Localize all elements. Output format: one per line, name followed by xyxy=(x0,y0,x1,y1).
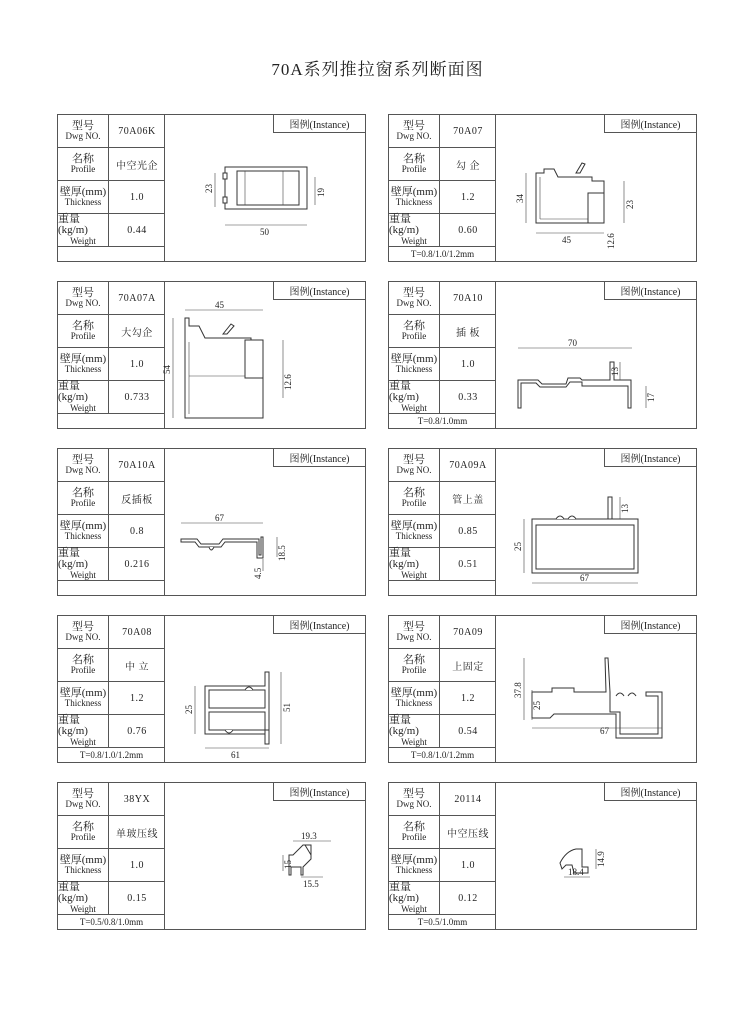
profile-label: 名称 Profile xyxy=(389,148,440,180)
dwg-label: 型号 Dwg NO. xyxy=(389,616,440,648)
weight-value: 0.60 xyxy=(458,224,478,236)
thickness-label: 壁厚(mm) Thickness xyxy=(58,515,109,547)
profile-value: 插 板 xyxy=(456,327,480,339)
profile-card-70A08 xyxy=(57,615,366,763)
spec-table xyxy=(58,115,165,261)
thickness-value: 0.8 xyxy=(130,525,144,537)
note-row xyxy=(58,247,165,261)
dwg-label: 型号 Dwg NO. xyxy=(58,616,109,648)
thickness-label: 壁厚(mm) Thickness xyxy=(389,682,440,714)
dim-label: 19.3 xyxy=(301,831,317,841)
thickness-value: 1.0 xyxy=(461,859,475,871)
dwg-label: 型号 Dwg NO. xyxy=(389,449,440,481)
profile-card-38YX xyxy=(57,782,366,930)
weight-value: 0.76 xyxy=(127,725,147,737)
profile-label: 名称 Profile xyxy=(389,649,440,681)
profile-label: 名称 Profile xyxy=(389,482,440,514)
profile-value: 中空压线 xyxy=(447,828,489,840)
profile-label: 名称 Profile xyxy=(389,816,440,848)
thickness-value: 1.2 xyxy=(461,191,475,203)
weight-label: 重量(kg/m) Weight xyxy=(58,381,109,413)
legend-label: 图例(Instance) xyxy=(273,449,365,467)
thickness-row xyxy=(389,682,496,715)
dim-label: 18.4 xyxy=(568,867,584,877)
profile-drawing xyxy=(165,467,365,595)
weight-row xyxy=(389,381,496,414)
note-row xyxy=(389,247,496,261)
weight-label: 重量(kg/m) Weight xyxy=(58,214,109,246)
dwg-row xyxy=(58,282,165,315)
weight-label: 重量(kg/m) Weight xyxy=(58,715,109,747)
thickness-note xyxy=(58,414,165,428)
thickness-label: 壁厚(mm) Thickness xyxy=(58,181,109,213)
thickness-note: T=0.5/1.0mm xyxy=(417,917,468,927)
dwg-label: 型号 Dwg NO. xyxy=(58,449,109,481)
profile-drawing xyxy=(165,634,365,762)
spec-table xyxy=(389,282,496,428)
spec-table xyxy=(58,783,165,929)
thickness-label: 壁厚(mm) Thickness xyxy=(389,181,440,213)
weight-value: 0.44 xyxy=(127,224,147,236)
note-row xyxy=(58,748,165,762)
profile-drawing xyxy=(496,634,696,762)
thickness-label: 壁厚(mm) Thickness xyxy=(58,348,109,380)
weight-label: 重量(kg/m) Weight xyxy=(389,548,440,580)
dwg-row xyxy=(58,449,165,482)
legend-label: 图例(Instance) xyxy=(604,783,696,801)
page-title: 70A系列推拉窗系列断面图 xyxy=(271,60,484,79)
dwg-label: 型号 Dwg NO. xyxy=(58,783,109,815)
cross-section-shape xyxy=(181,537,263,558)
profile-card-70A07A xyxy=(57,281,366,429)
thickness-row xyxy=(389,348,496,381)
dwg-label: 型号 Dwg NO. xyxy=(389,783,440,815)
weight-value: 0.54 xyxy=(458,725,478,737)
dim-label: 19 xyxy=(316,188,326,197)
dim-label: 17 xyxy=(646,393,656,402)
spec-table xyxy=(389,449,496,595)
profile-label: 名称 Profile xyxy=(58,482,109,514)
profile-drawing xyxy=(496,801,696,929)
weight-label: 重量(kg/m) Weight xyxy=(389,882,440,914)
dim-label: 14.9 xyxy=(596,851,606,867)
profile-row xyxy=(389,816,496,849)
note-row xyxy=(58,915,165,929)
profile-card-20114 xyxy=(388,782,697,930)
profile-card-70A09 xyxy=(388,615,697,763)
note-row xyxy=(389,581,496,595)
cross-section-shape xyxy=(289,845,311,875)
dim-label: 70 xyxy=(568,338,577,348)
thickness-row xyxy=(58,181,165,214)
dim-label: 45 xyxy=(215,300,224,310)
weight-value: 0.51 xyxy=(458,558,478,570)
spec-table xyxy=(58,449,165,595)
dwg-row xyxy=(389,115,496,148)
dim-label: 18.5 xyxy=(277,545,287,561)
dim-label: 12.6 xyxy=(283,374,293,390)
dwg-value: 70A07A xyxy=(118,292,156,304)
spec-table xyxy=(58,616,165,762)
dwg-row xyxy=(58,616,165,649)
weight-row xyxy=(58,715,165,748)
weight-row xyxy=(389,548,496,581)
profile-value: 管上盖 xyxy=(452,494,484,506)
weight-row xyxy=(58,882,165,915)
dwg-label: 型号 Dwg NO. xyxy=(389,115,440,147)
dwg-value: 70A08 xyxy=(122,626,152,638)
thickness-value: 1.0 xyxy=(130,859,144,871)
weight-row xyxy=(58,548,165,581)
dim-label: 50 xyxy=(260,227,269,237)
weight-value: 0.733 xyxy=(124,391,150,403)
dwg-row xyxy=(389,783,496,816)
weight-value: 0.12 xyxy=(458,892,478,904)
weight-label: 重量(kg/m) Weight xyxy=(58,882,109,914)
profile-drawing xyxy=(496,300,696,428)
dim-label: 34 xyxy=(515,194,525,203)
thickness-note xyxy=(58,581,165,595)
profile-card-70A06K xyxy=(57,114,366,262)
profile-row xyxy=(58,816,165,849)
legend-label: 图例(Instance) xyxy=(604,282,696,300)
dim-label: 4.5 xyxy=(253,567,263,579)
note-row xyxy=(389,915,496,929)
dwg-value: 70A09 xyxy=(453,626,483,638)
thickness-value: 1.0 xyxy=(130,191,144,203)
dim-label: 15 xyxy=(283,860,293,869)
thickness-row xyxy=(389,849,496,882)
thickness-value: 0.85 xyxy=(458,525,478,537)
dim-label: 13 xyxy=(610,367,620,376)
thickness-row xyxy=(389,515,496,548)
legend-label: 图例(Instance) xyxy=(273,616,365,634)
thickness-row xyxy=(58,849,165,882)
thickness-row xyxy=(58,515,165,548)
profile-value: 勾 企 xyxy=(456,160,480,172)
weight-label: 重量(kg/m) Weight xyxy=(58,548,109,580)
legend-label: 图例(Instance) xyxy=(273,282,365,300)
weight-row xyxy=(58,381,165,414)
profile-value: 中 立 xyxy=(125,661,149,673)
weight-label: 重量(kg/m) Weight xyxy=(389,715,440,747)
profile-row xyxy=(389,148,496,181)
dim-label: 23 xyxy=(625,200,635,209)
dwg-value: 70A06K xyxy=(118,125,156,137)
profile-drawing xyxy=(165,133,365,261)
thickness-label: 壁厚(mm) Thickness xyxy=(389,849,440,881)
dwg-value: 70A09A xyxy=(449,459,487,471)
thickness-value: 1.2 xyxy=(130,692,144,704)
spec-table xyxy=(389,783,496,929)
thickness-row xyxy=(389,181,496,214)
profile-value: 大勾企 xyxy=(121,327,153,339)
profile-drawing xyxy=(496,133,696,261)
legend-label: 图例(Instance) xyxy=(273,115,365,133)
weight-value: 0.216 xyxy=(124,558,150,570)
weight-value: 0.15 xyxy=(127,892,147,904)
dim-label: 67 xyxy=(600,726,609,736)
profile-row xyxy=(389,649,496,682)
cross-section-shape xyxy=(223,167,307,209)
note-row xyxy=(389,414,496,428)
profile-card-70A07 xyxy=(388,114,697,262)
weight-value: 0.33 xyxy=(458,391,478,403)
weight-row xyxy=(389,214,496,247)
cross-section-shape xyxy=(185,318,263,418)
thickness-row xyxy=(58,682,165,715)
thickness-label: 壁厚(mm) Thickness xyxy=(389,515,440,547)
dim-label: 67 xyxy=(580,573,589,583)
legend-label: 图例(Instance) xyxy=(604,449,696,467)
spec-table xyxy=(389,115,496,261)
legend-label: 图例(Instance) xyxy=(604,115,696,133)
dim-label: 51 xyxy=(282,703,292,712)
thickness-note: T=0.8/1.0mm xyxy=(417,416,468,426)
dwg-label: 型号 Dwg NO. xyxy=(389,282,440,314)
thickness-note: T=0.8/1.0/1.2mm xyxy=(410,249,475,259)
profile-label: 名称 Profile xyxy=(58,148,109,180)
profile-value: 上固定 xyxy=(452,661,484,673)
weight-row xyxy=(58,214,165,247)
profile-value: 单玻压线 xyxy=(116,828,158,840)
profile-row xyxy=(58,315,165,348)
spec-table xyxy=(58,282,165,428)
dwg-row xyxy=(389,616,496,649)
dim-label: 61 xyxy=(231,750,240,760)
profile-label: 名称 Profile xyxy=(58,315,109,347)
profile-value: 中空光企 xyxy=(116,160,158,172)
cross-section-shape xyxy=(536,163,604,223)
spec-table xyxy=(389,616,496,762)
thickness-value: 1.2 xyxy=(461,692,475,704)
cross-section-shape xyxy=(532,658,662,738)
dim-label: 37.8 xyxy=(513,682,523,698)
profile-card-70A10A xyxy=(57,448,366,596)
profile-row xyxy=(58,482,165,515)
dwg-value: 70A07 xyxy=(453,125,483,137)
thickness-value: 1.0 xyxy=(130,358,144,370)
dwg-value: 70A10A xyxy=(118,459,156,471)
dim-label: 45 xyxy=(562,235,571,245)
dwg-row xyxy=(389,282,496,315)
dwg-value: 20114 xyxy=(454,793,482,805)
dwg-row xyxy=(58,783,165,816)
profile-label: 名称 Profile xyxy=(58,649,109,681)
note-row xyxy=(58,414,165,428)
weight-row xyxy=(389,882,496,915)
thickness-label: 壁厚(mm) Thickness xyxy=(58,682,109,714)
thickness-row xyxy=(58,348,165,381)
dim-label: 25 xyxy=(184,705,194,714)
profile-row xyxy=(389,482,496,515)
profile-value: 反插板 xyxy=(121,494,153,506)
profile-row xyxy=(58,148,165,181)
thickness-note: T=0.8/1.0/1.2mm xyxy=(410,750,475,760)
dim-label: 15.5 xyxy=(303,879,319,889)
thickness-label: 壁厚(mm) Thickness xyxy=(58,849,109,881)
profile-card-70A10 xyxy=(388,281,697,429)
dwg-value: 38YX xyxy=(123,793,151,805)
dim-label: 13 xyxy=(620,504,630,513)
profile-label: 名称 Profile xyxy=(389,315,440,347)
profile-card-70A09A xyxy=(388,448,697,596)
thickness-note: T=0.5/0.8/1.0mm xyxy=(79,917,144,927)
thickness-note xyxy=(58,247,165,261)
note-row xyxy=(389,748,496,762)
dim-label: 25 xyxy=(532,701,542,710)
dim-label: 67 xyxy=(215,513,224,523)
thickness-note xyxy=(389,581,496,595)
thickness-value: 1.0 xyxy=(461,358,475,370)
dim-label: 25 xyxy=(513,542,523,551)
dim-label: 23 xyxy=(204,184,214,193)
dwg-value: 70A10 xyxy=(453,292,483,304)
thickness-note: T=0.8/1.0/1.2mm xyxy=(79,750,144,760)
thickness-label: 壁厚(mm) Thickness xyxy=(389,348,440,380)
note-row xyxy=(58,581,165,595)
profile-row xyxy=(389,315,496,348)
profile-drawing xyxy=(162,300,365,428)
legend-label: 图例(Instance) xyxy=(604,616,696,634)
weight-label: 重量(kg/m) Weight xyxy=(389,214,440,246)
profile-row xyxy=(58,649,165,682)
dwg-label: 型号 Dwg NO. xyxy=(58,115,109,147)
profile-drawing xyxy=(165,801,365,929)
dwg-row xyxy=(389,449,496,482)
dwg-row xyxy=(58,115,165,148)
dwg-label: 型号 Dwg NO. xyxy=(58,282,109,314)
profile-label: 名称 Profile xyxy=(58,816,109,848)
weight-label: 重量(kg/m) Weight xyxy=(389,381,440,413)
dim-label: 12.6 xyxy=(606,233,616,249)
cross-section-shape xyxy=(205,672,269,744)
profile-drawing xyxy=(496,467,696,595)
dim-label: 54 xyxy=(162,365,172,374)
weight-row xyxy=(389,715,496,748)
legend-label: 图例(Instance) xyxy=(273,783,365,801)
